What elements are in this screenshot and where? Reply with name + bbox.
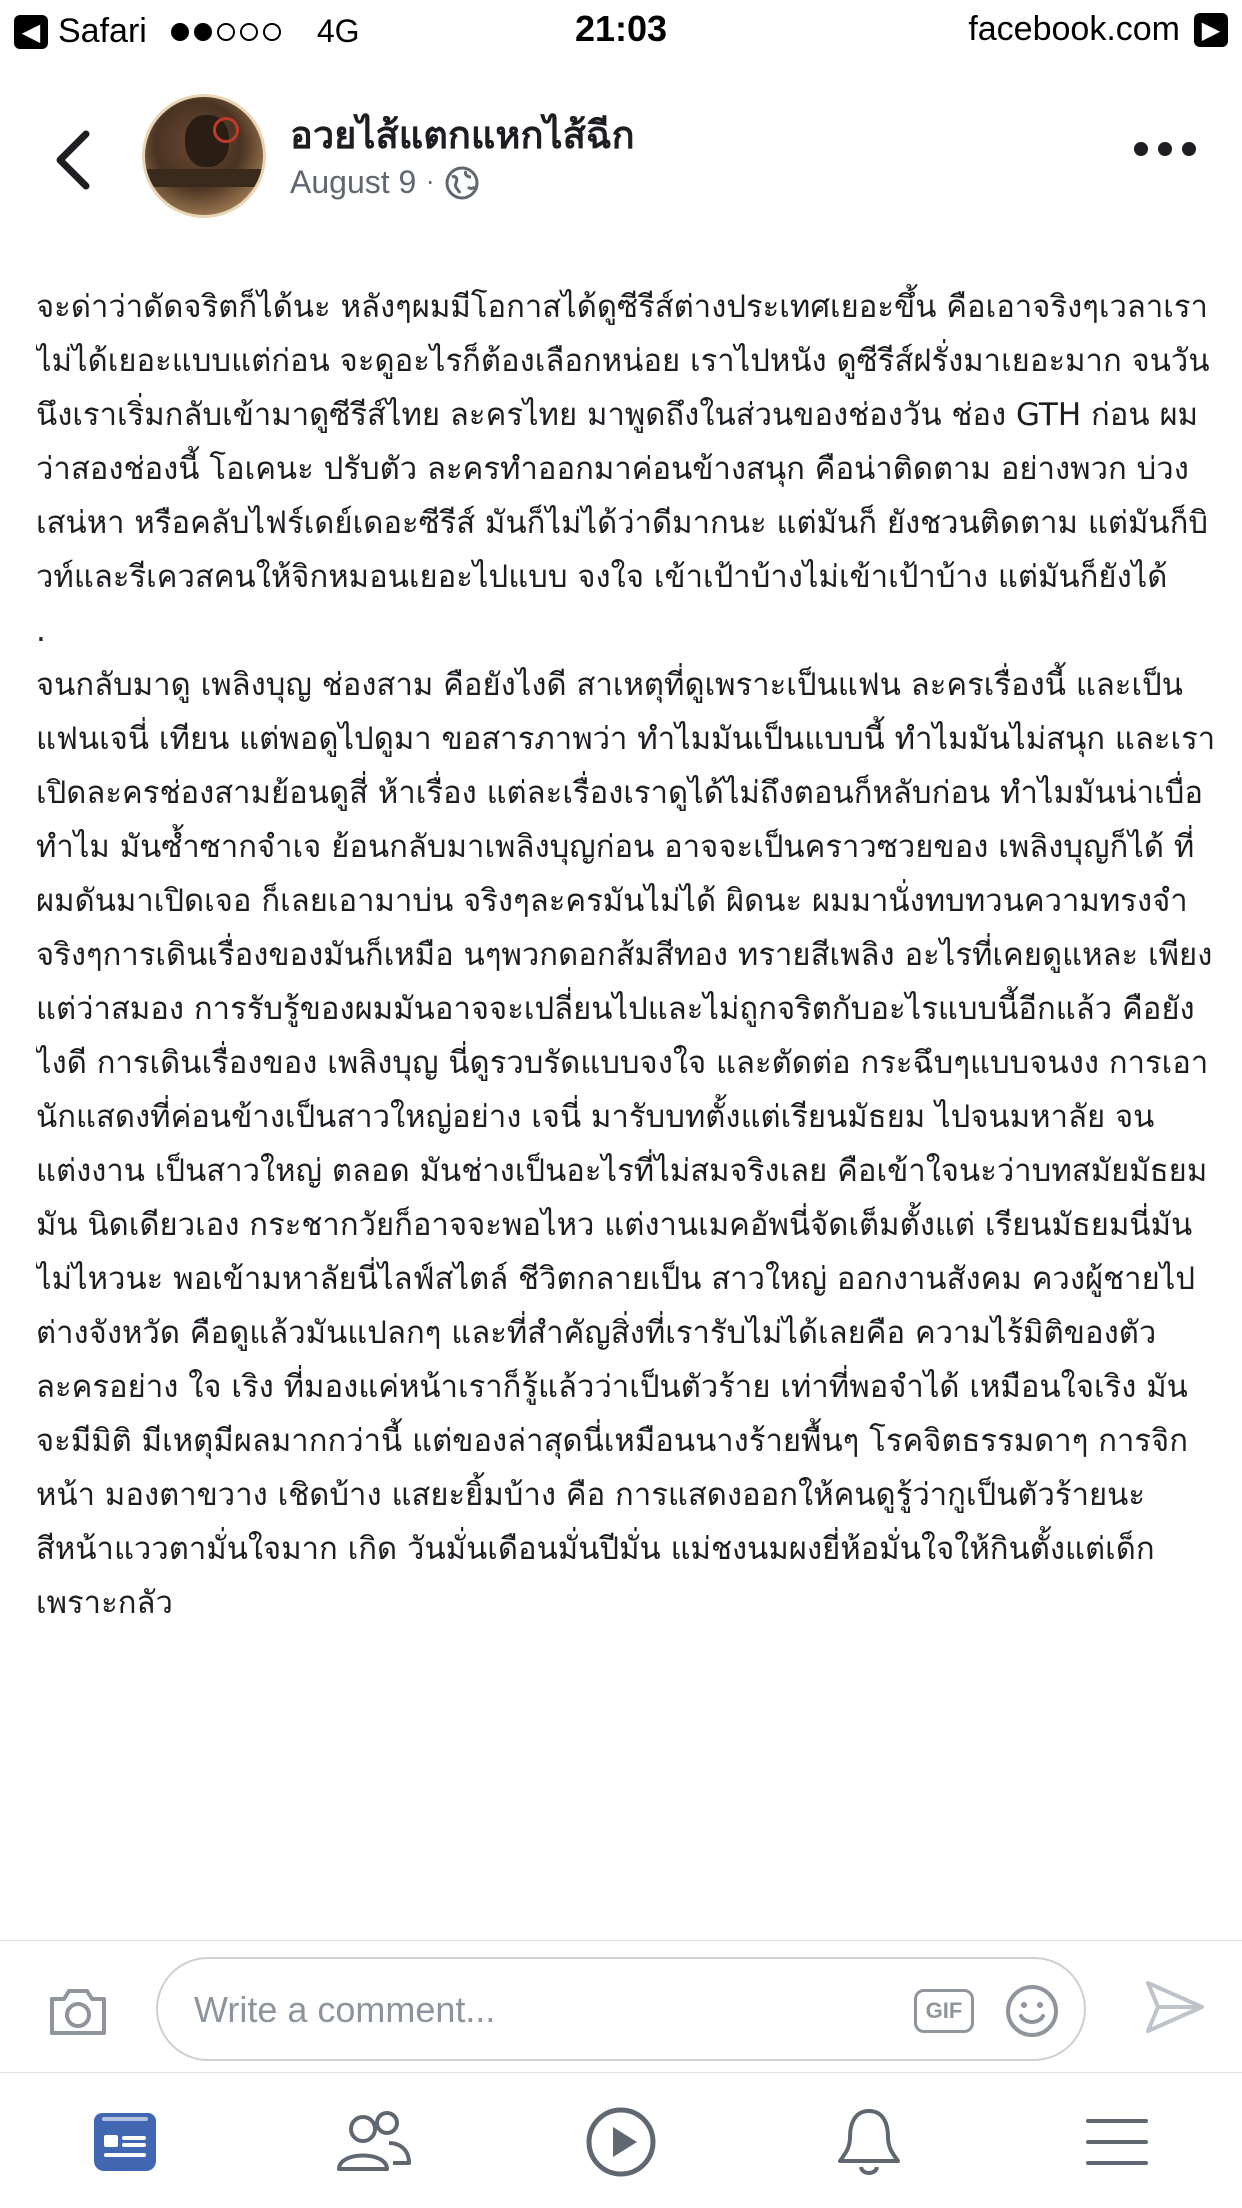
site-url[interactable]: facebook.com [968,10,1180,48]
post-paragraph: จะด่าว่าดัดจริตก็ได้นะ หลังๆผมมีโอกาสได้ดูซีรีส์ต่างประเทศเยอะขึ้น คือเอาจริงๆเวลาเราไม่ได้เยอะแบบแต่ก่อน จะดูอะไรก็ต้องเลือกหน่อย เราไปหนัง ดูซีรีส์ฝรั่งมาเยอะมาก จนวันนึงเราเริ่มกลับเข้ามาดูซีรีส์ไทย ละครไทย มาพูดถึงในส่วนของช่องวัน ช่อง GTH ก่อน ผมว่าสองช่องนี้ โอเคนะ ปรับตัว ละครทำออกมาค่อนข้างสนุก คือน่าติดตาม อย่างพวก บ่วงเสน่หา หรือคลับไฟร์เดย์เดอะซีรีส์ มันก็ไม่ได้ว่าดีมากนะ แต่มันก็ ยังชวนติดตาม แต่มันก็บิวท์และรีเควสคนให้จิกหมอนเยอะไปแบบ จงใจ เข้าเป้าบ้างไม่เข้าเป้าบ้าง แต่มันก็ยังได้ [36,289,1210,595]
hamburger-menu-icon [1084,2115,1150,2169]
post-paragraph: จนกลับมาดู เพลิงบุญ ช่องสาม คือยังไงดี สาเหตุที่ดูเพราะเป็นแฟน ละครเรื่องนี้ และเป็นแฟนเจนี่ เทียน แต่พอดูไปดูมา ขอสารภาพว่า ทำไมมันเป็นแบบนี้ ทำไมมันไม่สนุก และเราเปิดละครช่องสามย้อนดูสี่ ห้าเรื่อง แต่ละเรื่องเราดูได้ไม่ถึงตอนก็หลับก่อน ทำไมมันน่าเบื่อ ทำไม มันซ้ำซากจำเจ ย้อนกลับมาเพลิงบุญก่อน อาจจะเป็นคราวซวยของ เพลิงบุญก็ได้ ที่ผมดันมาเปิดเจอ ก็เลยเอามาบ่น จริงๆละครมันไม่ได้ ผิดนะ ผมมานั่งทบทวนความทรงจำ จริงๆการเดินเรื่องของมันก็เหมือ นๆพวกดอกส้มสีทอง ทรายสีเพลิง อะไรที่เคยดูแหละ เพียงแต่ว่าสมอง การรับรู้ของผมมันอาจจะเปลี่ยนไปและไม่ถูกจริตกับอะไรแบบนี้อีกแล้ว คือยังไงดี การเดินเรื่องของ เพลิงบุญ นี่ดูรวบรัดแบบจงใจ และตัดต่อ กระฉึบๆแบบจนงง การเอานักแสดงที่ค่อนข้างเป็นสาวใหญ่อย่าง เจนี่ มารับบทตั้งแต่เรียนมัธยม ไปจนมหาลัย จนแต่งงาน เป็นสาวใหญ่ ตลอด มันช่างเป็นอะไรที่ไม่สมจริงเลย คือเข้าใจนะว่าบทสมัยมัธยมมัน นิดเดียวเอง กระชากวัยก็อาจจะพอไหว แต่งานเมคอัพนี่จัดเต็มตั้งแต่ เรียนมัธยมนี่มันไม่ไหวนะ พอเข้ามหาลัยนี่ไลฟ์สไตล์ ชีวิตกลายเป็น สาวใหญ่ ออกงานสังคม ควงผู้ชายไปต่างจังหวัด คือดูแล้วมันแปลกๆ และที่สำคัญสิ่งที่เรารับไม่ได้เลยคือ ความไร้มิติของตัวละครอย่าง ใจ เริง ที่มองแค่หน้าเราก็รู้แล้วว่าเป็นตัวร้าย เท่าที่พอจำได้ เหมือนใจเริง มันจะมีมิติ มีเหตุมีผลมากกว่านี้ แต่ของล่าสุดนี่เหมือนนางร้ายพื้นๆ โรคจิตธรรมดาๆ การจิกหน้า มองตาขวาง เชิดบ้าง แสยะยิ้มบ้าง คือ การแสดงออกให้คนดูรู้ว่ากูเป็นตัวร้ายนะ สีหน้าแววตามั่นใจมาก เกิด วันมั่นเดือนมั่นปีมั่น แม่ชงนมผงยี่ห้อมั่นใจให้กินตั้งแต่เด็ก เพราะกลัว [36,667,1216,1621]
meta-separator: · [426,168,434,197]
send-icon[interactable] [1144,1977,1206,2037]
post-meta [290,164,480,201]
post-header [0,80,1242,240]
network-type: 4G [316,13,360,49]
post-date[interactable]: August 9 [290,164,417,200]
more-options-icon[interactable] [1134,142,1196,156]
friends-icon [333,2107,413,2177]
tab-bar [0,2072,1242,2208]
tab-watch[interactable] [576,2097,666,2187]
news-feed-icon [90,2107,160,2177]
back-chevron-icon[interactable] [50,128,98,192]
back-to-app-icon[interactable]: ◀ [14,15,48,49]
emoji-icon[interactable] [1004,1983,1060,2039]
tab-news-feed[interactable] [80,2097,170,2187]
post-body [36,280,1216,1940]
comment-bar [0,1940,1242,2072]
comment-input[interactable] [156,1957,1086,2061]
post-paragraph: . [36,613,46,649]
status-time: 21:03 [574,8,668,49]
watch-icon [584,2105,658,2179]
page-name[interactable]: อวยไส้แตกแหกไส้ฉีก [290,113,635,157]
page-avatar[interactable] [142,94,266,218]
tab-notifications[interactable] [824,2097,914,2187]
tab-menu[interactable] [1072,2097,1162,2187]
globe-icon [444,165,480,201]
forward-to-app-icon[interactable]: ▶ [1194,13,1228,47]
back-to-app-label[interactable]: Safari [58,12,147,50]
camera-icon[interactable] [46,1983,110,2039]
comment-placeholder: Write a comment... [194,1989,496,2030]
tab-friends[interactable] [328,2097,418,2187]
bell-icon [836,2105,902,2179]
gif-icon[interactable]: GIF [914,1989,974,2033]
status-bar [0,0,1242,60]
status-bar-right [968,10,1228,49]
